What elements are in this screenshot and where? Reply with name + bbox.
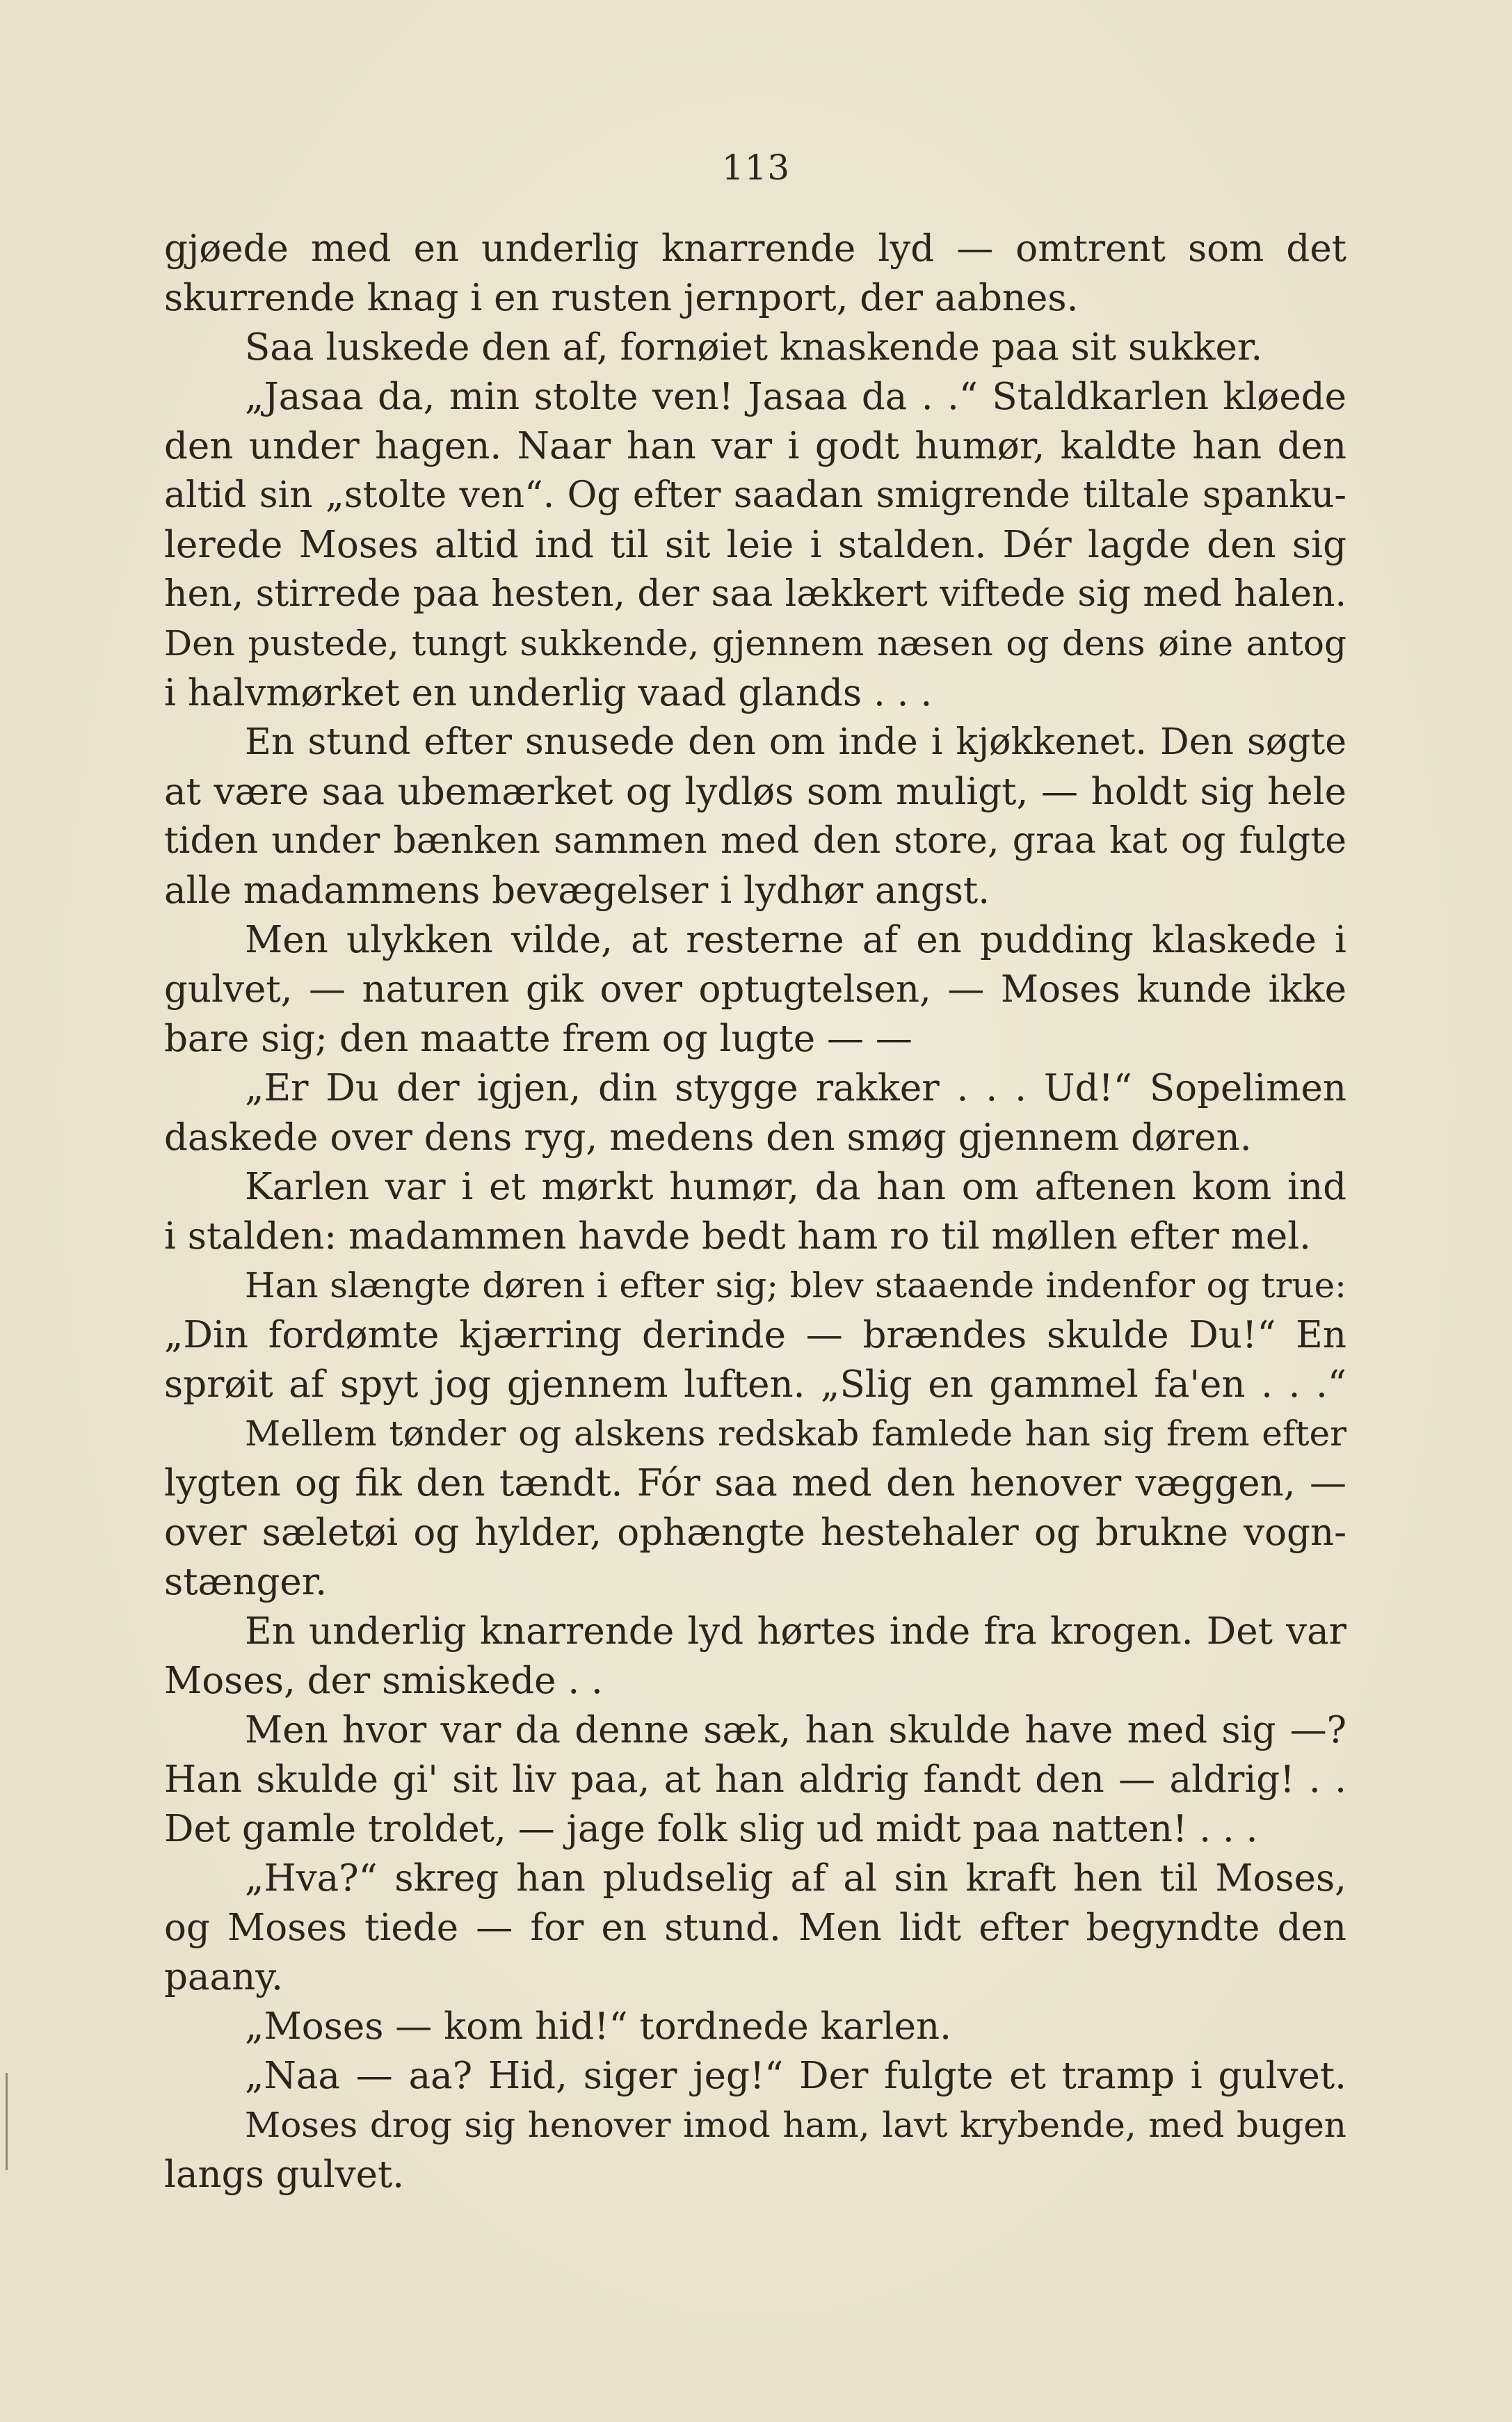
text-line: bare sig; den maatte frem og lugte — — <box>164 1018 912 1060</box>
text-line: lygten og fik den tændt. Fór saa med den henover væggen, — <box>164 1462 1346 1505</box>
text-line: Han slængte døren i efter sig; blev staaende indenfor og true: <box>245 1265 1346 1306</box>
text-line: Han skulde gi' sit liv paa, at han aldrig fandt den — aldrig! . . <box>164 1758 1346 1801</box>
text-line: Mellem tønder og alskens redskab famlede han sig frem efter <box>245 1413 1346 1454</box>
text-line: Moses drog sig henover imod ham, lavt krybende, med bugen <box>245 2105 1346 2145</box>
text-line: daskede over dens ryg, medens den smøg gjennem døren. <box>164 1116 1252 1159</box>
text-line: langs gulvet. <box>164 2154 405 2196</box>
text-line: „Naa — aa? Hid, siger jeg!“ Der fulgte et tramp i gulvet. <box>245 2055 1346 2097</box>
text-line: Men hvor var da denne sæk, han skulde have med sig —? <box>245 1709 1346 1751</box>
text-line: gjøede med en underlig knarrende lyd — omtrent som det <box>164 227 1346 270</box>
text-line: En underlig knarrende lyd hørtes inde fra krogen. Det var <box>245 1610 1346 1653</box>
text-line: hen, stirrede paa hesten, der saa lækkert viftede sig med halen. <box>164 573 1346 615</box>
text-line: Saa luskede den af, fornøiet knaskende paa sit sukker. <box>245 326 1263 369</box>
text-line: Den pustede, tungt sukkende, gjennem næsen og dens øine antog <box>164 623 1346 664</box>
text-line: „Jasaa da, min stolte ven! Jasaa da . .“ Staldkarlen kløede <box>245 376 1346 418</box>
text-line: stænger. <box>164 1561 328 1603</box>
text-line: alle madammens bevægelser i lydhør angst. <box>164 869 990 912</box>
text-line: Det gamle troldet, — jage folk slig ud midt paa natten! . . . <box>164 1808 1258 1850</box>
text-line: paany. <box>164 1956 284 1998</box>
body-text <box>164 224 1346 2199</box>
text-line: Karlen var i et mørkt humør, da han om aftenen kom ind <box>245 1166 1346 1208</box>
text-line: Moses, der smiskede . . <box>164 1660 603 1702</box>
text-line: altid sin „stolte ven“. Og efter saadan smigrende tiltale spanku- <box>164 474 1346 516</box>
text-line: Men ulykken vilde, at resterne af en pudding klaskede i <box>245 919 1346 961</box>
text-line: „Moses — kom hid!“ tordnede karlen. <box>245 2005 951 2048</box>
text-line: En stund efter snusede den om inde i kjøkkenet. Den søgte <box>245 721 1346 763</box>
text-line: den under hagen. Naar han var i godt humør, kaldte han den <box>164 425 1346 467</box>
text-line: sprøit af spyt jog gjennem luften. „Slig en gammel fa'en . . .“ <box>164 1363 1346 1406</box>
text-line: at være saa ubemærket og lydløs som muligt, — holdt sig hele <box>164 771 1346 813</box>
text-line: gulvet, — naturen gik over optugtelsen, — Moses kunde ikke <box>164 968 1346 1011</box>
text-line: „Hva?“ skreg han pludselig af al sin kraft hen til Moses, <box>245 1857 1346 1900</box>
text-line: lerede Moses altid ind til sit leie i stalden. Dér lagde den sig <box>164 524 1346 566</box>
margin-pencil-mark <box>6 2073 8 2170</box>
page-number: 113 <box>721 147 791 188</box>
text-line: over sæletøi og hylder, ophængte hestehaler og brukne vogn- <box>164 1511 1346 1554</box>
text-line: skurrende knag i en rusten jernport, der aabnes. <box>164 277 1079 319</box>
text-line: tiden under bænken sammen med den store, graa kat og fulgte <box>164 820 1346 862</box>
text-line: i stalden: madammen havde bedt ham ro til møllen efter mel. <box>164 1215 1312 1258</box>
text-line: „Er Du der igjen, din stygge rakker . . . Ud!“ Sopelimen <box>245 1067 1346 1109</box>
text-line: „Din fordømte kjærring derinde — brændes skulde Du!“ En <box>164 1314 1346 1356</box>
text-line: og Moses tiede — for en stund. Men lidt efter begyndte den <box>164 1907 1346 1949</box>
text-line: i halvmørket en underlig vaad glands . . . <box>164 672 933 714</box>
